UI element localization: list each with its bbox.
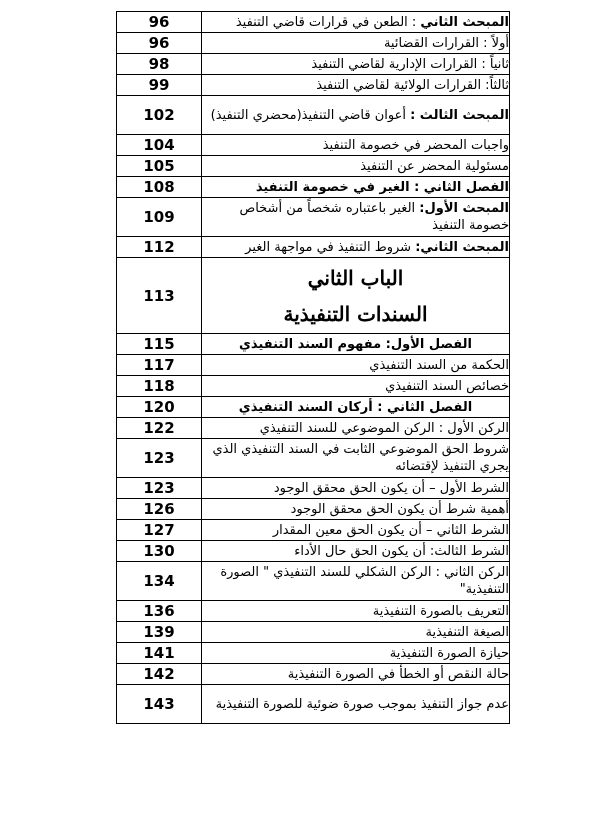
entry-title <box>202 439 510 478</box>
entry-text: الركن الثاني : الركن الشكلي للسند التنفيذي " الصورة التنفيذية" <box>220 565 509 597</box>
page-number: 120 <box>117 397 202 418</box>
entry-title <box>202 334 510 355</box>
page-number: 104 <box>117 135 202 156</box>
table-row <box>117 376 510 397</box>
entry-text: الحكمة من السند التنفيذي <box>369 357 509 373</box>
toc-body <box>117 12 510 724</box>
table-row <box>117 397 510 418</box>
page-number: 99 <box>117 75 202 96</box>
table-row <box>117 355 510 376</box>
entry-text: الشرط الأول – أن يكون الحق محقق الوجود <box>273 480 509 496</box>
entry-title <box>202 54 510 75</box>
part-heading: الباب الثاني <box>307 265 404 290</box>
page-number: 109 <box>117 198 202 237</box>
entry-title <box>202 33 510 54</box>
page-number: 102 <box>117 96 202 135</box>
entry-text: خصائص السند التنفيذي <box>385 378 509 394</box>
entry-text: مسئولية المحضر عن التنفيذ <box>360 158 509 174</box>
entry-text: أهمية شرط أن يكون الحق محقق الوجود <box>290 501 509 517</box>
table-row <box>117 418 510 439</box>
page-number: 139 <box>117 622 202 643</box>
entry-text: الغير باعتباره شخصاً من أشخاص خصومة التنفيذ <box>239 201 509 233</box>
page-number: 136 <box>117 601 202 622</box>
entry-text: الشرط الثاني – أن يكون الحق معين المقدار <box>272 522 509 538</box>
entry-text: أعوان قاضي التنفيذ(محضري التنفيذ) <box>210 107 406 123</box>
page-number: 98 <box>117 54 202 75</box>
table-row <box>117 541 510 562</box>
entry-title <box>202 135 510 156</box>
page-number: 96 <box>117 33 202 54</box>
entry-text: حالة النقص أو الخطأ في الصورة التنفيذية <box>287 666 509 682</box>
entry-text: الركن الأول : الركن الموضوعي للسند التنفيذي <box>259 420 509 436</box>
page-number: 105 <box>117 156 202 177</box>
table-row <box>117 54 510 75</box>
part-subheading: السندات التنفيذية <box>283 301 428 326</box>
table-row <box>117 334 510 355</box>
page-number: 123 <box>117 439 202 478</box>
entry-title <box>202 643 510 664</box>
page-number: 126 <box>117 499 202 520</box>
entry-title <box>202 685 510 724</box>
section-label: المبحث الأول: <box>419 201 509 216</box>
entry-title <box>202 478 510 499</box>
entry-text: الشرط الثالث: أن يكون الحق حال الأداء <box>294 543 509 559</box>
table-row <box>117 664 510 685</box>
page-number: 134 <box>117 562 202 601</box>
table-row <box>117 135 510 156</box>
entry-text: شروط التنفيذ في مواجهة الغير <box>245 239 412 255</box>
entry-text: الفصل الثاني : الغير في خصومة التنفيذ <box>255 179 509 195</box>
table-row <box>117 643 510 664</box>
entry-text: أولاً : القرارات القضائية <box>383 35 509 51</box>
page-number: 141 <box>117 643 202 664</box>
table-row <box>117 478 510 499</box>
entry-title <box>202 237 510 258</box>
entry-title <box>202 75 510 96</box>
entry-text: ثالثاً: القرارات الولائية لقاضي التنفيذ <box>316 77 509 93</box>
table-row <box>117 520 510 541</box>
entry-title <box>202 418 510 439</box>
entry-title <box>202 12 510 33</box>
page-number: 143 <box>117 685 202 724</box>
entry-text: شروط الحق الموضوعي الثابت في السند التنفيذي الذي يجري التنفيذ لإقتضائه <box>212 442 509 474</box>
section-label: المبحث الثاني <box>420 14 509 30</box>
table-row <box>117 562 510 601</box>
table-row <box>117 601 510 622</box>
table-row <box>117 499 510 520</box>
page-number: 123 <box>117 478 202 499</box>
entry-title <box>202 562 510 601</box>
page-number: 108 <box>117 177 202 198</box>
table-row <box>117 33 510 54</box>
table-of-contents <box>116 11 510 724</box>
entry-title <box>202 258 510 334</box>
page-number: 142 <box>117 664 202 685</box>
entry-title <box>202 541 510 562</box>
entry-title <box>202 355 510 376</box>
entry-title <box>202 376 510 397</box>
entry-text: الصيغة التنفيذية <box>425 624 509 640</box>
entry-title <box>202 198 510 237</box>
entry-text: حيازة الصورة التنفيذية <box>389 645 509 661</box>
entry-title <box>202 156 510 177</box>
page-number: 112 <box>117 237 202 258</box>
entry-text: : الطعن في قرارات قاضي التنفيذ <box>235 14 417 30</box>
table-row <box>117 198 510 237</box>
entry-title <box>202 520 510 541</box>
section-label: المبحث الثالث : <box>410 107 509 123</box>
table-row <box>117 96 510 135</box>
entry-text: واجبات المحضر في خصومة التنفيذ <box>322 137 509 153</box>
entry-title <box>202 664 510 685</box>
entry-text: عدم جواز التنفيذ بموجب صورة ضوئية للصورة التنفيذية <box>215 696 509 712</box>
entry-title <box>202 397 510 418</box>
page-number: 96 <box>117 12 202 33</box>
entry-title <box>202 177 510 198</box>
table-row <box>117 156 510 177</box>
entry-title <box>202 622 510 643</box>
table-row <box>117 12 510 33</box>
table-row <box>117 258 510 334</box>
entry-text: التعريف بالصورة التنفيذية <box>372 603 509 619</box>
entry-text: ثانياً : القرارات الإدارية لقاضي التنفيذ <box>311 56 509 72</box>
page-number: 117 <box>117 355 202 376</box>
table-row <box>117 237 510 258</box>
page-number: 118 <box>117 376 202 397</box>
section-label: المبحث الثاني: <box>415 239 509 255</box>
entry-text: الفصل الثاني : أركان السند التنفيذي <box>238 399 473 415</box>
table-row <box>117 685 510 724</box>
entry-title <box>202 499 510 520</box>
table-row <box>117 75 510 96</box>
page-number: 122 <box>117 418 202 439</box>
entry-text: الفصل الأول: مفهوم السند التنفيذي <box>239 336 472 352</box>
page-number: 130 <box>117 541 202 562</box>
entry-title <box>202 601 510 622</box>
table-row <box>117 439 510 478</box>
table-row <box>117 622 510 643</box>
entry-title <box>202 96 510 135</box>
page-number: 113 <box>117 258 202 334</box>
page-number: 115 <box>117 334 202 355</box>
table-row <box>117 177 510 198</box>
page-number: 127 <box>117 520 202 541</box>
